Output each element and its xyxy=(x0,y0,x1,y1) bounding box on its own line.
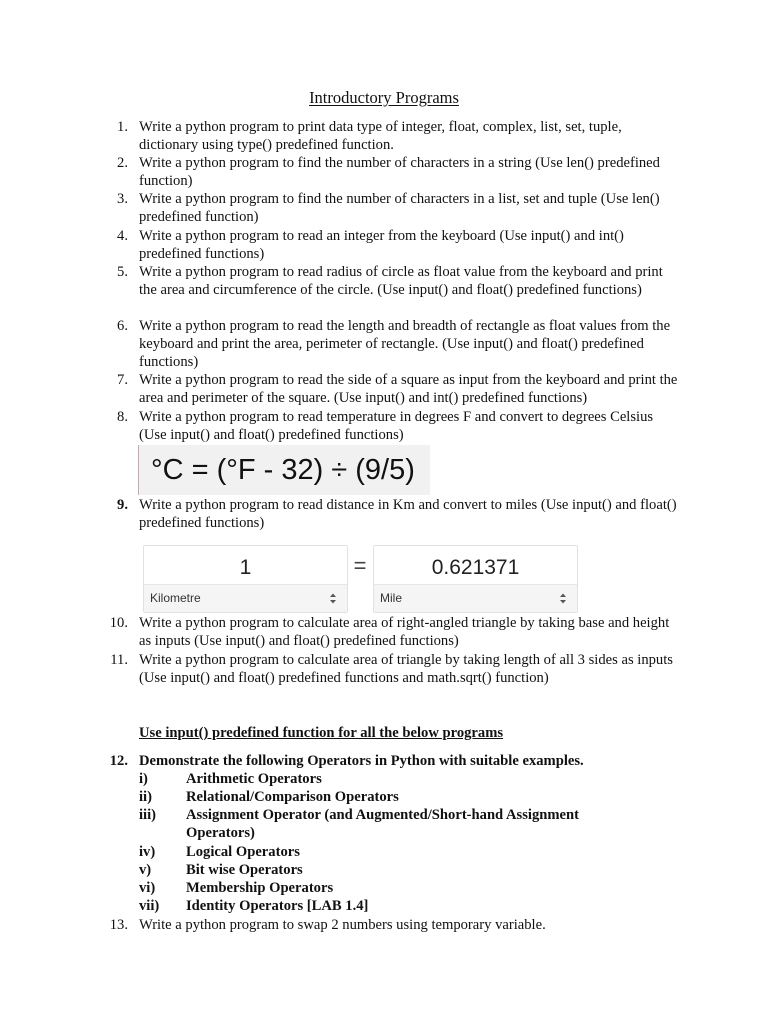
sub-item-text: Membership Operators xyxy=(186,880,334,896)
converter-left-unit-label: Kilometre xyxy=(150,591,201,605)
converter-left-value: 1 xyxy=(239,556,252,579)
roman-numeral: vii) xyxy=(139,898,160,914)
item-text: Write a python program to calculate area of right-angled triangle by taking base and height as inputs (Use input() and float() predefined functions) xyxy=(139,615,670,650)
item-text: Write a python program to read an integer from the keyboard (Use input() and int() predefined functions) xyxy=(139,228,624,263)
item-text: Write a python program to print data type of integer, float, complex, list, set, tuple, dictionary using type() predefined function. xyxy=(139,119,622,154)
item-text: Write a python program to find the number of characters in a list, set and tuple (Use len() predefined function) xyxy=(139,191,660,226)
item-number: 6. xyxy=(117,318,128,334)
item-number: 4. xyxy=(117,228,128,244)
converter-right-unit-label: Mile xyxy=(380,591,403,605)
sub-item-text: Arithmetic Operators xyxy=(186,771,322,787)
updown-arrow-icon xyxy=(559,592,567,605)
sub-item-text: Bit wise Operators xyxy=(186,862,303,878)
item-number: 3. xyxy=(117,191,128,207)
roman-numeral: i) xyxy=(139,771,148,787)
page-title: Introductory Programs xyxy=(309,88,459,107)
sub-item-text: Relational/Comparison Operators xyxy=(186,789,399,805)
roman-numeral: vi) xyxy=(139,880,156,896)
converter-right-unit xyxy=(374,584,577,612)
item-number: 11. xyxy=(110,652,128,668)
converter-equals: = xyxy=(353,553,367,578)
item-text: Write a python program to read distance in Km and convert to miles (Use input() and float() predefined functions) xyxy=(139,497,677,532)
converter-right-box xyxy=(373,545,578,613)
item-text: Write a python program to read the side of a square as input from the keyboard and print the area and perimeter of the square. (Use input() and int() predefined functions) xyxy=(139,372,678,407)
item-number: 12. xyxy=(109,753,128,769)
item-text: Demonstrate the following Operators in Python with suitable examples. xyxy=(139,753,584,769)
sub-item-text: Logical Operators xyxy=(186,844,300,860)
item-text: Write a python program to read the length and breadth of rectangle as float values from the keyboard and print the area, perimeter of rectangle. (Use input() and float() predefined functions) xyxy=(139,318,671,371)
roman-numeral: v) xyxy=(139,862,152,878)
converter-left-box xyxy=(143,545,348,613)
updown-arrow-icon xyxy=(329,592,337,605)
item-number: 5. xyxy=(117,264,128,280)
item-number: 7. xyxy=(117,372,128,388)
item-number: 13. xyxy=(109,917,128,933)
roman-numeral: ii) xyxy=(139,789,152,805)
sub-item-text: Identity Operators [LAB 1.4] xyxy=(186,898,369,914)
temperature-formula-image: °C = (°F - 32) ÷ (9/5) xyxy=(138,445,430,495)
converter-left-unit xyxy=(144,584,347,612)
item-number: 8. xyxy=(117,409,128,425)
item-text: Write a python program to read temperature in degrees F and convert to degrees Celsius (Use input() and float() predefined functions) xyxy=(139,409,654,444)
item-text: Write a python program to find the number of characters in a string (Use len() predefined function) xyxy=(139,155,660,190)
item-number: 10. xyxy=(109,615,128,631)
item-number: 1. xyxy=(117,119,128,135)
roman-numeral: iv) xyxy=(139,844,156,860)
item-number: 2. xyxy=(117,155,128,171)
item-text: Write a python program to swap 2 numbers using temporary variable. xyxy=(139,917,546,933)
sub-item-text: Assignment Operator (and Augmented/Short-hand Assignment Operators) xyxy=(186,807,579,842)
item-number: 9. xyxy=(117,497,128,513)
section-heading: Use input() predefined function for all the below programs xyxy=(139,725,504,741)
converter-right-value: 0.621371 xyxy=(431,556,520,579)
item-text: Write a python program to calculate area of triangle by taking length of all 3 sides as inputs (Use input() and float() predefined functions and math.sqrt() function) xyxy=(139,652,673,687)
item-text: Write a python program to read radius of circle as float value from the keyboard and print the area and circumference of the circle. (Use input() and float() predefined functions) xyxy=(139,264,663,299)
roman-numeral: iii) xyxy=(139,807,157,823)
